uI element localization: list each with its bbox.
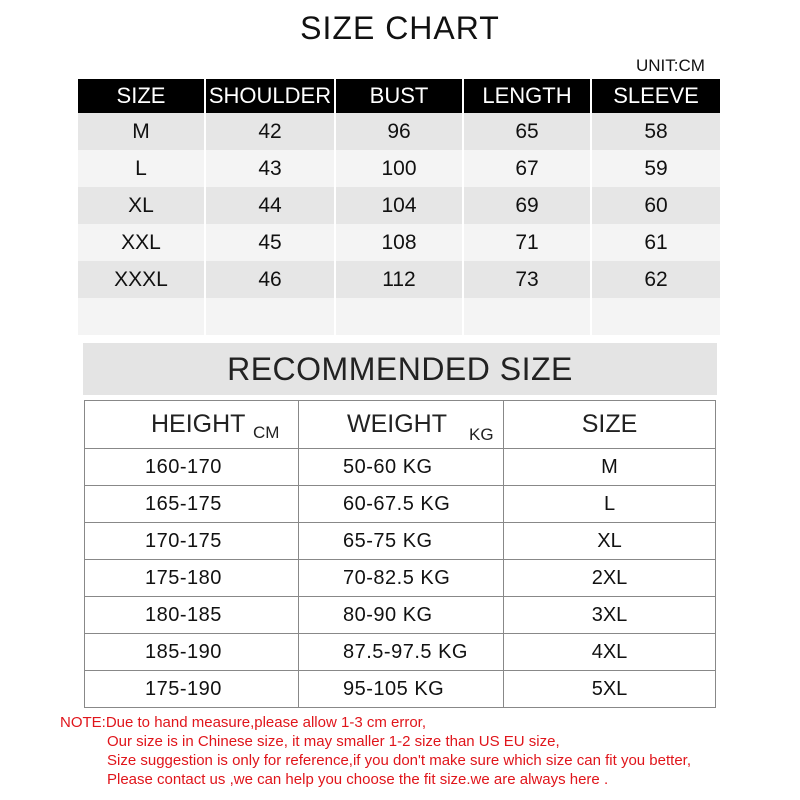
table-row — [85, 523, 715, 560]
header-shoulder: SHOULDER — [206, 79, 336, 113]
table-cell: 45 — [206, 224, 336, 261]
table-cell: 59 — [644, 156, 668, 180]
table-row — [85, 486, 715, 523]
size-cell: 2XL — [591, 566, 628, 589]
table-cell: L — [78, 150, 206, 187]
header-height-unit: CM — [253, 423, 280, 442]
table-cell — [464, 298, 592, 335]
table-cell — [592, 298, 720, 335]
size-cell: 5XL — [591, 677, 628, 700]
header-weight: WEIGHT — [347, 410, 447, 438]
table-row — [78, 261, 720, 298]
table-row — [78, 150, 720, 187]
recommended-header-row — [85, 401, 715, 449]
recommended-size-table — [84, 400, 716, 708]
table-cell: 69 — [464, 187, 592, 224]
table-row — [85, 560, 715, 597]
table-cell — [336, 298, 464, 335]
note-block — [60, 713, 691, 789]
weight-cell: 60-67.5 KG — [299, 486, 504, 522]
table-cell: 100 — [336, 150, 464, 187]
size-cell: 4XL — [591, 640, 628, 663]
weight-cell: 70-82.5 KG — [299, 560, 504, 596]
size-cell: L — [603, 492, 616, 515]
size-cell: M — [601, 455, 618, 478]
header-height-cell — [85, 401, 299, 448]
table-row — [85, 597, 715, 634]
size-chart-table — [78, 79, 720, 335]
weight-cell: 80-90 KG — [299, 597, 504, 633]
table-cell — [78, 298, 206, 335]
header-sleeve: SLEEVE — [613, 83, 699, 108]
size-cell: 3XL — [591, 603, 628, 626]
table-cell: 67 — [464, 150, 592, 187]
weight-cell: 95-105 KG — [299, 671, 504, 707]
table-cell: M — [78, 113, 206, 150]
header-size-cell — [504, 401, 715, 448]
table-cell: 42 — [206, 113, 336, 150]
table-cell: 96 — [336, 113, 464, 150]
header-height: HEIGHT — [151, 410, 246, 438]
empty-table-row — [78, 298, 720, 335]
weight-cell: 87.5-97.5 KG — [299, 634, 504, 670]
note-line: Our size is in Chinese size, it may smaller 1-2 size than US EU size, — [107, 733, 560, 750]
height-cell: 175-180 — [85, 560, 299, 596]
table-row — [85, 449, 715, 486]
table-cell — [206, 298, 336, 335]
table-cell: XXXL — [78, 261, 206, 298]
table-cell: 60 — [644, 193, 668, 217]
table-cell: 73 — [464, 261, 592, 298]
note-line: Size suggestion is only for reference,if you don't make sure which size can fit you better, — [107, 752, 691, 769]
size-chart-header-row — [78, 79, 720, 113]
height-cell: 160-170 — [85, 449, 299, 485]
table-cell: 58 — [644, 119, 668, 143]
height-cell: 180-185 — [85, 597, 299, 633]
table-cell: 108 — [336, 224, 464, 261]
table-row — [78, 224, 720, 261]
header-length: LENGTH — [464, 79, 592, 113]
table-row — [78, 187, 720, 224]
table-cell: 43 — [206, 150, 336, 187]
height-cell: 175-190 — [85, 671, 299, 707]
weight-cell: 65-75 KG — [299, 523, 504, 559]
weight-cell: 50-60 KG — [299, 449, 504, 485]
recommended-size-title: RECOMMENDED SIZE — [83, 343, 717, 395]
height-cell: 165-175 — [85, 486, 299, 522]
header-size: SIZE — [581, 410, 638, 438]
header-bust: BUST — [336, 79, 464, 113]
table-cell: 46 — [206, 261, 336, 298]
table-cell: 104 — [336, 187, 464, 224]
table-cell: 71 — [464, 224, 592, 261]
size-cell: XL — [597, 529, 622, 552]
table-cell: XL — [78, 187, 206, 224]
note-line: Please contact us ,we can help you choose the fit size.we are always here . — [107, 771, 609, 788]
note-line: NOTE:Due to hand measure,please allow 1-3 cm error, — [60, 714, 426, 731]
header-weight-cell — [299, 401, 504, 448]
height-cell: 170-175 — [85, 523, 299, 559]
size-chart-title: SIZE CHART — [300, 10, 500, 46]
unit-label: UNIT:CM — [636, 56, 705, 75]
table-cell: 65 — [464, 113, 592, 150]
table-cell: XXL — [78, 224, 206, 261]
table-cell: 62 — [644, 267, 668, 291]
table-cell: 61 — [644, 230, 668, 254]
table-row — [85, 634, 715, 671]
header-weight-unit: KG — [469, 425, 494, 444]
header-size: SIZE — [78, 79, 206, 113]
table-row — [85, 671, 715, 707]
height-cell: 185-190 — [85, 634, 299, 670]
table-cell: 112 — [336, 261, 464, 298]
table-row — [78, 113, 720, 150]
table-cell: 44 — [206, 187, 336, 224]
